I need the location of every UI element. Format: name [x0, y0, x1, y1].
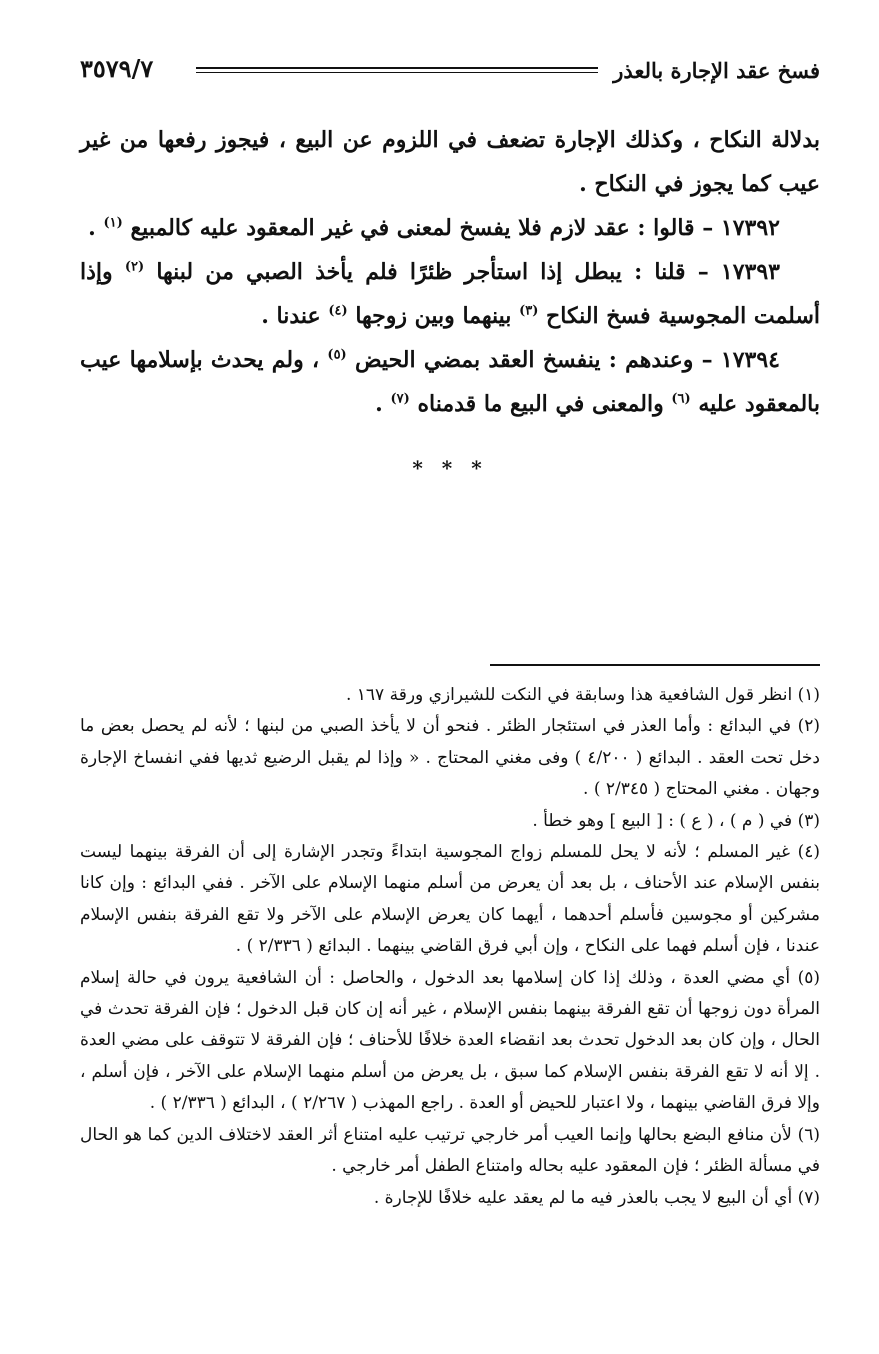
footnote-1: (١) انظر قول الشافعية هذا وسابقة في النكت للشيرازي ورقة ١٦٧ .: [345, 685, 820, 705]
footnote-3: (٣) في ( م ) ، ( ع ) : [ البيع ] وهو خطأ .: [532, 810, 820, 831]
footnote-6: (٦) لأن منافع البضع بحالها وإنما العيب أمر خارجي ترتيب عليه امتناع أثر العقد لاختلاف الدين كما هو الحال في مسألة الظئر ؛ فإن المعقود عليه بحاله وامتناع الطفل أمر خارجي .: [80, 1124, 820, 1177]
running-title: فسخ عقد الإجارة بالعذر: [613, 58, 820, 83]
paragraph-17394-part-c: والمعنى في البيع ما قدمناه: [417, 391, 672, 417]
footnote-2: (٢) في البدائع : وأما العذر في استئجار الظئر . فنحو أن لا يأخذ الصبي من لبنها ؛ لأنه لم يحصل بعض ما دخل تحت العقد . البدائع ( ٤/٢٠٠ ) وفى مغني المحتاج . « وإذا لم يقبل الرضيع ثديها ففي انفساخ الإجارة وجهان . مغني المحتاج ( ٢/٣٤٥ ) .: [80, 716, 820, 800]
footnote-ref-6[interactable]: (٦): [671, 391, 691, 407]
footnote-ref-7[interactable]: (٧): [390, 391, 410, 407]
paragraph-17394: [80, 338, 820, 426]
footnote-ref-1[interactable]: (١): [103, 215, 123, 231]
paragraph-17394-part-a: ١٧٣٩٤ – وعندهم : ينفسخ العقد بمضي الحيض: [354, 347, 780, 373]
paragraph-17393-part-c: بينهما وبين زوجها: [355, 303, 520, 329]
paragraph-17394-part-b: ، ولم يحدث بإسلامها عيب بالمعقود عليه: [80, 347, 820, 417]
paragraph-17392: [80, 206, 820, 250]
footnote-5: (٥) أي مضي العدة ، وذلك إذا كان إسلامها بعد الدخول ، والحاصل : أن الشافعية يرون في حالة إسلام المرأة دون زوجها أن تقع الفرقة بينهما بنفس الإسلام ، غير أنه إن كان قبل الدخول ؛ فإن الفرقة تحدث في الحال ، وإن كان بعد الدخول تحدث بعد انقضاء العدة خلافًا للأحناف ؛ فإن الفرقة لا تتوقف على مضي العدة . إلا أنه لا تقع الفرقة بنفس الإسلام كما سبق ، بل يعرض من أسلم منهما الإسلام على الآخر ، فإن أسلم ، وإلا فرق القاضي بينهما ، ولا اعتبار للحيض أو العدة . راجع المهذب ( ٢/٢٦٧ ) ، البدائع ( ٢/٣٣٦ ) .: [80, 967, 820, 1114]
footnote-7: (٧) أي أن البيع لا يجب بالعذر فيه ما لم يعقد عليه خلافًا للإجارة .: [373, 1187, 820, 1208]
footnotes: [80, 680, 820, 1214]
header-rule: [196, 67, 598, 73]
paragraph-17393-part-d: عندنا .: [261, 303, 329, 329]
paragraph-17394-part-d: .: [375, 391, 391, 417]
paragraph-17392-text: ١٧٣٩٢ – قالوا : عقد لازم فلا يفسخ لمعنى في غير المعقود عليه كالمبيع: [130, 215, 780, 241]
footnote-ref-4[interactable]: (٤): [328, 303, 348, 319]
footnote-4: (٤) غير المسلم ؛ لأنه لا يحل للمسلم زواج المجوسية ابتداءً وتجدر الإشارة إلى أن الفرقة بينهما ليست بنفس الإسلام عند الأحناف ، بل بعد أن يعرض من أسلم منهما الإسلام على الآخر . ففي البدائع : وإن كانا مشركين أو مجوسين فأسلم أحدهما ، أيهما كان يعرض الإسلام على الآخر ولا تقع الفرقة بنفس الإسلام عندنا ، فإن أسلم فهما على النكاح ، وإن أبي فرق القاضي بينهما . البدائع ( ٢/٣٣٦ ) .: [80, 842, 820, 957]
footnote-rule: [490, 664, 820, 666]
page-header: [80, 40, 820, 86]
footnote-ref-3[interactable]: (٣): [519, 303, 539, 319]
footnote-ref-2[interactable]: (٢): [124, 259, 145, 275]
paragraph-17392-end: .: [88, 215, 104, 241]
footnote-ref-5[interactable]: (٥): [327, 347, 347, 363]
main-text: [80, 118, 820, 490]
page-number: ٣٥٧٩/٧: [80, 54, 154, 83]
paragraph-1: بدلالة النكاح ، وكذلك الإجارة تضعف في اللزوم عن البيع ، فيجوز رفعها من غير عيب كما يجوز في النكاح .: [80, 127, 820, 197]
page: [80, 40, 820, 1208]
paragraph-17393-part-b: وإذا أسلمت المجوسية فسخ النكاح: [80, 259, 820, 329]
section-separator: * * *: [412, 456, 488, 480]
paragraph-17393: [80, 250, 820, 338]
paragraph-17393-part-a: ١٧٣٩٣ – قلنا : يبطل إذا استأجر ظئرًا فلم يأخذ الصبي من لبنها: [156, 259, 780, 285]
